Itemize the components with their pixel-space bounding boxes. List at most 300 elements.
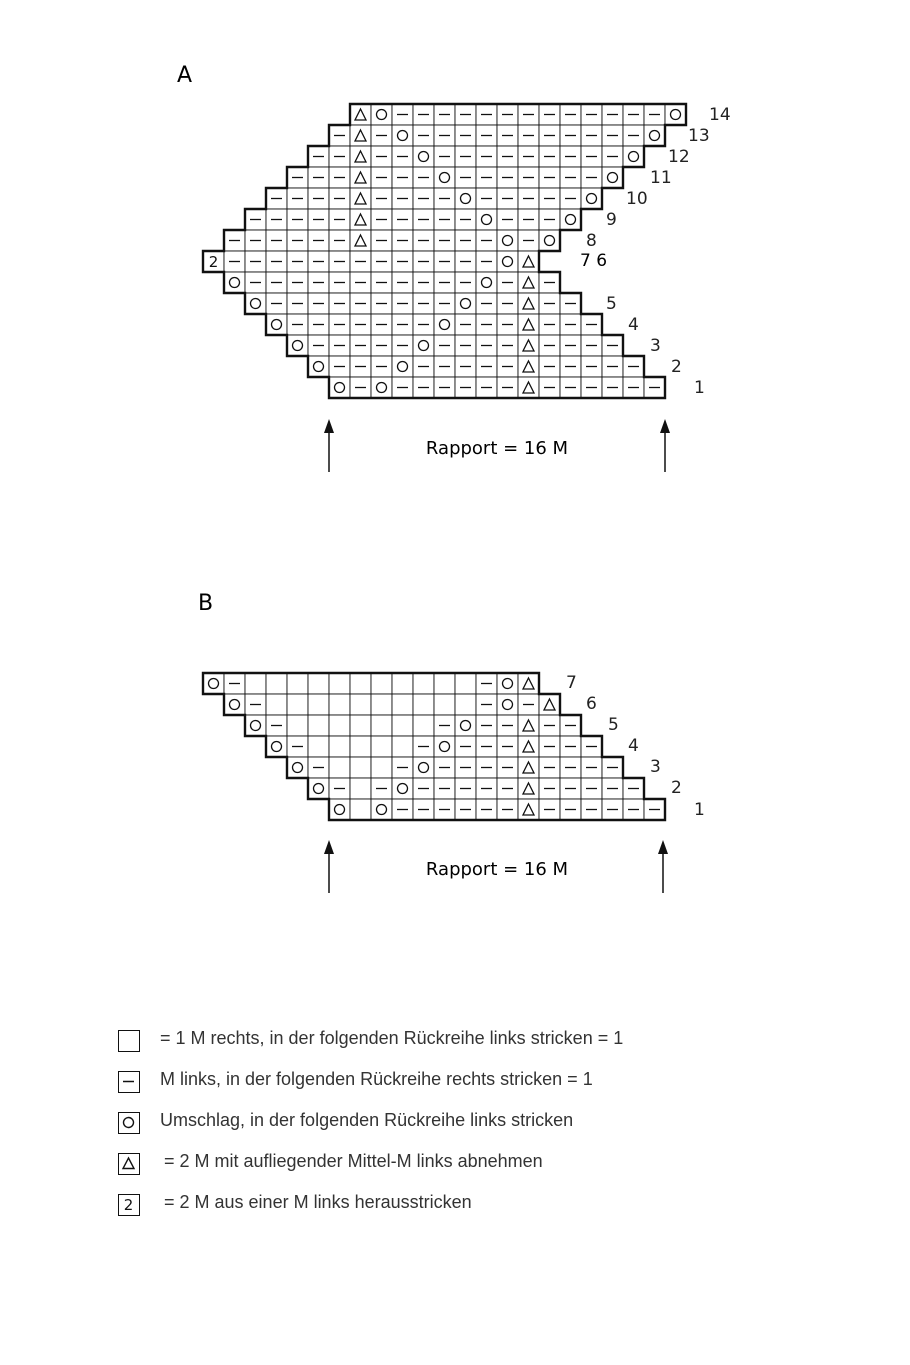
stitch-cell: [224, 230, 245, 251]
stitch-cell: [623, 356, 644, 377]
stitch-cell: [539, 778, 560, 799]
stitch-cell: [392, 778, 413, 799]
stitch-cell: [392, 167, 413, 188]
stitch-cell: [413, 230, 434, 251]
stitch-cell: [602, 125, 623, 146]
chart-row: [329, 125, 665, 146]
stitch-cell: [581, 356, 602, 377]
stitch-cell: [476, 715, 497, 736]
stitch-cell: [413, 715, 434, 736]
stitch-cell: [308, 251, 329, 272]
stitch-cell: [560, 188, 581, 209]
triangle-square-icon: [118, 1153, 140, 1175]
legend-text-yarn-over: Umschlag, in der folgenden Rückreihe links stricken: [160, 1110, 574, 1130]
stitch-cell: [350, 335, 371, 356]
stitch-cell: [308, 736, 329, 757]
stitch-cell: [413, 272, 434, 293]
stitch-cell: [371, 188, 392, 209]
stitch-cell: [434, 673, 455, 694]
stitch-cell: [350, 377, 371, 398]
stitch-cell: [371, 251, 392, 272]
legend-two-glyph: 2: [123, 1196, 134, 1214]
stitch-cell: [476, 209, 497, 230]
stitch-cell: [413, 356, 434, 377]
row-number: 12: [668, 147, 690, 167]
stitch-cell: [350, 230, 371, 251]
stitch-cell: [287, 251, 308, 272]
stitch-cell: [308, 694, 329, 715]
stitch-cell: [434, 209, 455, 230]
stitch-cell: [371, 146, 392, 167]
stitch-cell: [413, 104, 434, 125]
stitch-cell: [476, 314, 497, 335]
stitch-cell: [329, 167, 350, 188]
stitch-cell: [413, 757, 434, 778]
stitch-cell: [287, 167, 308, 188]
stitch-cell: [539, 272, 560, 293]
row-number: 13: [688, 126, 710, 146]
stitch-cell: [539, 715, 560, 736]
stitch-cell: [434, 694, 455, 715]
stitch-cell: [623, 377, 644, 398]
stitch-cell: [476, 377, 497, 398]
stitch-cell: [518, 272, 539, 293]
stitch-cell: [434, 188, 455, 209]
stitch-cell: [497, 251, 518, 272]
stitch-cell: [539, 757, 560, 778]
stitch-cell: [266, 314, 287, 335]
stitch-cell: [518, 736, 539, 757]
stitch-cell: [392, 694, 413, 715]
stitch-cell: [392, 104, 413, 125]
stitch-cell: [434, 251, 455, 272]
stitch-cell: [476, 188, 497, 209]
stitch-cell: [392, 377, 413, 398]
row-number: 11: [650, 168, 672, 188]
stitch-cell: [329, 799, 350, 820]
row-number: 8: [586, 231, 597, 251]
stitch-cell: [371, 230, 392, 251]
stitch-cell: [392, 188, 413, 209]
stitch-cell: [434, 799, 455, 820]
stitch-cell: [581, 125, 602, 146]
stitch-cell: [644, 104, 665, 125]
stitch-cell: [434, 125, 455, 146]
stitch-cell: [560, 757, 581, 778]
stitch-cell: [602, 146, 623, 167]
stitch-cell: [434, 335, 455, 356]
stitch-cell: [266, 715, 287, 736]
stitch-cell: [539, 799, 560, 820]
stitch-cell: [455, 377, 476, 398]
chart-row: [203, 251, 539, 272]
stitch-cell: [350, 694, 371, 715]
stitch-cell: [497, 377, 518, 398]
stitch-cell: [392, 230, 413, 251]
stitch-cell: [476, 293, 497, 314]
stitch-cell: [602, 104, 623, 125]
stitch-cell: [392, 715, 413, 736]
legend-text-decrease: = 2 M mit aufliegender Mittel-M links abnehmen: [164, 1151, 543, 1171]
stitch-cell: [518, 356, 539, 377]
stitch-cell: [350, 251, 371, 272]
stitch-cell: [497, 146, 518, 167]
stitch-cell: [350, 293, 371, 314]
stitch-cell: [518, 188, 539, 209]
stitch-cell: [371, 104, 392, 125]
stitch-cell: [623, 125, 644, 146]
stitch-cell: [518, 377, 539, 398]
stitch-cell: [581, 377, 602, 398]
stitch-cell: [371, 335, 392, 356]
stitch-cell: [560, 356, 581, 377]
stitch-cell: [518, 694, 539, 715]
stitch-cell: [245, 251, 266, 272]
stitch-cell: [371, 757, 392, 778]
stitch-cell: [329, 251, 350, 272]
stitch-cell: [287, 715, 308, 736]
stitch-cell: [329, 293, 350, 314]
stitch-cell: [329, 356, 350, 377]
row-number: 5: [606, 294, 617, 314]
stitch-cell: [518, 778, 539, 799]
stitch-cell: [287, 272, 308, 293]
stitch-cell: [350, 104, 371, 125]
stitch-cell: [539, 694, 560, 715]
stitch-cell: [455, 293, 476, 314]
stitch-cell: [413, 188, 434, 209]
stitch-cell: [539, 736, 560, 757]
stitch-cell: [371, 799, 392, 820]
stitch-cell: [497, 230, 518, 251]
chart-row: [287, 335, 623, 356]
stitch-cell: [455, 673, 476, 694]
stitch-cell: [371, 272, 392, 293]
row-number: 1: [694, 800, 705, 820]
row-number: 10: [626, 189, 648, 209]
stitch-cell: [476, 356, 497, 377]
stitch-cell: [455, 778, 476, 799]
stitch-cell: [413, 209, 434, 230]
stitch-cell: [350, 356, 371, 377]
stitch-cell: [497, 356, 518, 377]
row-number: 1: [694, 378, 705, 398]
stitch-cell: [329, 188, 350, 209]
row-number: 2: [671, 778, 682, 798]
stitch-cell: [371, 377, 392, 398]
stitch-cell: [497, 104, 518, 125]
stitch-cell: [350, 799, 371, 820]
stitch-cell: [476, 736, 497, 757]
stitch-cell: [560, 736, 581, 757]
stitch-cell: [329, 314, 350, 335]
blank-square-icon: [118, 1030, 140, 1052]
stitch-cell: [455, 314, 476, 335]
stitch-cell: [329, 377, 350, 398]
chart-row: [224, 230, 560, 251]
stitch-cell: [476, 167, 497, 188]
stitch-cell: [623, 104, 644, 125]
stitch-cell: [455, 146, 476, 167]
stitch-cell: [287, 673, 308, 694]
chart-row: [203, 673, 539, 694]
stitch-cell: [434, 778, 455, 799]
stitch-cell: [476, 272, 497, 293]
stitch-cell: [455, 757, 476, 778]
stitch-cell: [455, 356, 476, 377]
stitch-cell: [371, 314, 392, 335]
stitch-cell: [308, 715, 329, 736]
stitch-cell: [350, 715, 371, 736]
stitch-cell: [413, 799, 434, 820]
chart-row: [329, 377, 665, 398]
stitch-cell: [539, 377, 560, 398]
stitch-cell: [455, 694, 476, 715]
stitch-cell: [329, 272, 350, 293]
stitch-cell: [539, 167, 560, 188]
stitch-cell: [308, 230, 329, 251]
stitch-cell: [560, 799, 581, 820]
stitch-cell: [434, 715, 455, 736]
stitch-cell: [371, 125, 392, 146]
stitch-cell: [434, 230, 455, 251]
row-number: 9: [606, 210, 617, 230]
stitch-cell: [455, 736, 476, 757]
stitch-cell: [245, 293, 266, 314]
chart-row: [287, 757, 623, 778]
stitch-cell: [602, 799, 623, 820]
stitch-cell: [581, 146, 602, 167]
row-number: 2: [671, 357, 682, 377]
stitch-cell: [602, 757, 623, 778]
stitch-cell: [266, 673, 287, 694]
stitch-cell: [623, 778, 644, 799]
stitch-cell: [518, 167, 539, 188]
stitch-cell: [644, 799, 665, 820]
stitch-cell: [644, 125, 665, 146]
stitch-cell: [308, 314, 329, 335]
stitch-cell: [308, 778, 329, 799]
stitch-cell: [413, 694, 434, 715]
stitch-cell: [413, 251, 434, 272]
stitch-cell: [266, 188, 287, 209]
stitch-cell: [392, 146, 413, 167]
stitch-cell: [560, 104, 581, 125]
stitch-cell: [350, 736, 371, 757]
stitch-cell: [371, 209, 392, 230]
stitch-cell: [392, 799, 413, 820]
stitch-cell: [644, 377, 665, 398]
row-number: 5: [608, 715, 619, 735]
stitch-cell: [245, 209, 266, 230]
circle-square-icon: [118, 1112, 140, 1134]
stitch-cell: [224, 673, 245, 694]
stitch-cell: [266, 736, 287, 757]
stitch-cell: [455, 104, 476, 125]
stitch-cell: [371, 167, 392, 188]
stitch-cell: [455, 167, 476, 188]
row-number: 4: [628, 315, 639, 335]
stitch-cell: [413, 377, 434, 398]
stitch-cell: [371, 715, 392, 736]
stitch-cell: [434, 314, 455, 335]
stitch-cell: [497, 715, 518, 736]
stitch-cell: [560, 335, 581, 356]
stitch-cell: [371, 736, 392, 757]
stitch-cell: [539, 209, 560, 230]
stitch-cell: [434, 167, 455, 188]
stitch-cell: [665, 104, 686, 125]
stitch-cell: [539, 335, 560, 356]
stitch-cell: [539, 125, 560, 146]
stitch-cell: [497, 799, 518, 820]
stitch-cell: [518, 673, 539, 694]
stitch-cell: [497, 293, 518, 314]
stitch-cell: [413, 125, 434, 146]
stitch-cell: [371, 293, 392, 314]
stitch-cell: [203, 251, 224, 272]
stitch-cell: [602, 356, 623, 377]
stitch-cell: [287, 230, 308, 251]
stitch-cell: [539, 356, 560, 377]
stitch-cell: [329, 230, 350, 251]
row-number: 3: [650, 757, 661, 777]
chart-row: [308, 146, 644, 167]
legend-text-increase: = 2 M aus einer M links herausstricken: [164, 1192, 472, 1212]
chart-row: [245, 293, 581, 314]
stitch-cell: [623, 146, 644, 167]
row-number: 6: [586, 694, 597, 714]
stitch-cell: [539, 188, 560, 209]
stitch-cell: [539, 293, 560, 314]
legend-text-knit: = 1 M rechts, in der folgenden Rückreihe links stricken = 1: [160, 1028, 624, 1048]
stitch-cell: [329, 209, 350, 230]
stitch-cell: [266, 272, 287, 293]
stitch-cell: [539, 314, 560, 335]
chart-row: [224, 694, 560, 715]
stitch-cell: [287, 736, 308, 757]
stitch-cell: [476, 125, 497, 146]
stitch-cell: [350, 272, 371, 293]
stitch-cell: [308, 673, 329, 694]
stitch-cell: [497, 778, 518, 799]
row-number: 4: [628, 736, 639, 756]
stitch-cell: [308, 757, 329, 778]
stitch-cell: [224, 694, 245, 715]
row-number: 14: [709, 105, 731, 125]
stitch-cell: [581, 799, 602, 820]
stitch-cell: [245, 230, 266, 251]
stitch-cell: [350, 757, 371, 778]
stitch-cell: [518, 230, 539, 251]
stitch-cell: [350, 314, 371, 335]
svg-text:2: 2: [208, 253, 219, 271]
stitch-cell: [497, 209, 518, 230]
chart-row: [287, 167, 623, 188]
stitch-cell: [224, 251, 245, 272]
stitch-cell: [392, 293, 413, 314]
stitch-cell: [497, 188, 518, 209]
stitch-cell: [497, 272, 518, 293]
stitch-cell: [497, 673, 518, 694]
stitch-cell: [371, 694, 392, 715]
stitch-cell: [371, 673, 392, 694]
chart-row: [266, 188, 602, 209]
stitch-cell: [329, 715, 350, 736]
stitch-cell: [434, 146, 455, 167]
chart-row: [266, 736, 602, 757]
stitch-cell: [581, 104, 602, 125]
stitch-cell: [392, 251, 413, 272]
stitch-cell: [287, 293, 308, 314]
stitch-cell: [308, 335, 329, 356]
stitch-cell: [308, 209, 329, 230]
stitch-cell: [455, 188, 476, 209]
stitch-cell: [392, 356, 413, 377]
stitch-cell: [560, 293, 581, 314]
stitch-cell: [518, 314, 539, 335]
stitch-cell: [539, 146, 560, 167]
stitch-cell: [287, 209, 308, 230]
stitch-cell: [455, 230, 476, 251]
stitch-cell: [518, 757, 539, 778]
stitch-cell: [392, 125, 413, 146]
chart-b-repeat-label: Rapport = 16 M: [425, 859, 569, 880]
stitch-cell: [434, 293, 455, 314]
stitch-cell: [413, 778, 434, 799]
stitch-cell: [455, 209, 476, 230]
stitch-cell: [497, 736, 518, 757]
stitch-cell: [476, 778, 497, 799]
stitch-cell: [539, 104, 560, 125]
stitch-cell: [518, 335, 539, 356]
stitch-cell: [497, 125, 518, 146]
stitch-cell: [329, 736, 350, 757]
stitch-cell: [455, 715, 476, 736]
chart-b-title: B: [198, 591, 214, 616]
stitch-cell: [329, 125, 350, 146]
stitch-cell: [287, 694, 308, 715]
stitch-cell: [287, 314, 308, 335]
stitch-cell: [581, 335, 602, 356]
stitch-cell: [350, 673, 371, 694]
stitch-cell: [602, 377, 623, 398]
stitch-cell: [245, 715, 266, 736]
stitch-cell: [560, 209, 581, 230]
stitch-cell: [476, 146, 497, 167]
stitch-cell: [308, 167, 329, 188]
chart-row: [266, 314, 602, 335]
stitch-cell: [518, 251, 539, 272]
chart-row: [224, 272, 560, 293]
stitch-cell: [350, 778, 371, 799]
stitch-cell: [371, 778, 392, 799]
chart-a-row-label-7-6: 7 6: [580, 251, 608, 271]
stitch-cell: [560, 146, 581, 167]
stitch-cell: [329, 146, 350, 167]
stitch-cell: [602, 167, 623, 188]
stitch-cell: [560, 778, 581, 799]
stitch-cell: [434, 272, 455, 293]
stitch-cell: [413, 167, 434, 188]
stitch-cell: [308, 146, 329, 167]
row-number: 3: [650, 336, 661, 356]
stitch-cell: [308, 272, 329, 293]
stitch-cell: [455, 335, 476, 356]
chart-row: [350, 104, 686, 125]
stitch-cell: [434, 104, 455, 125]
stitch-cell: [581, 736, 602, 757]
